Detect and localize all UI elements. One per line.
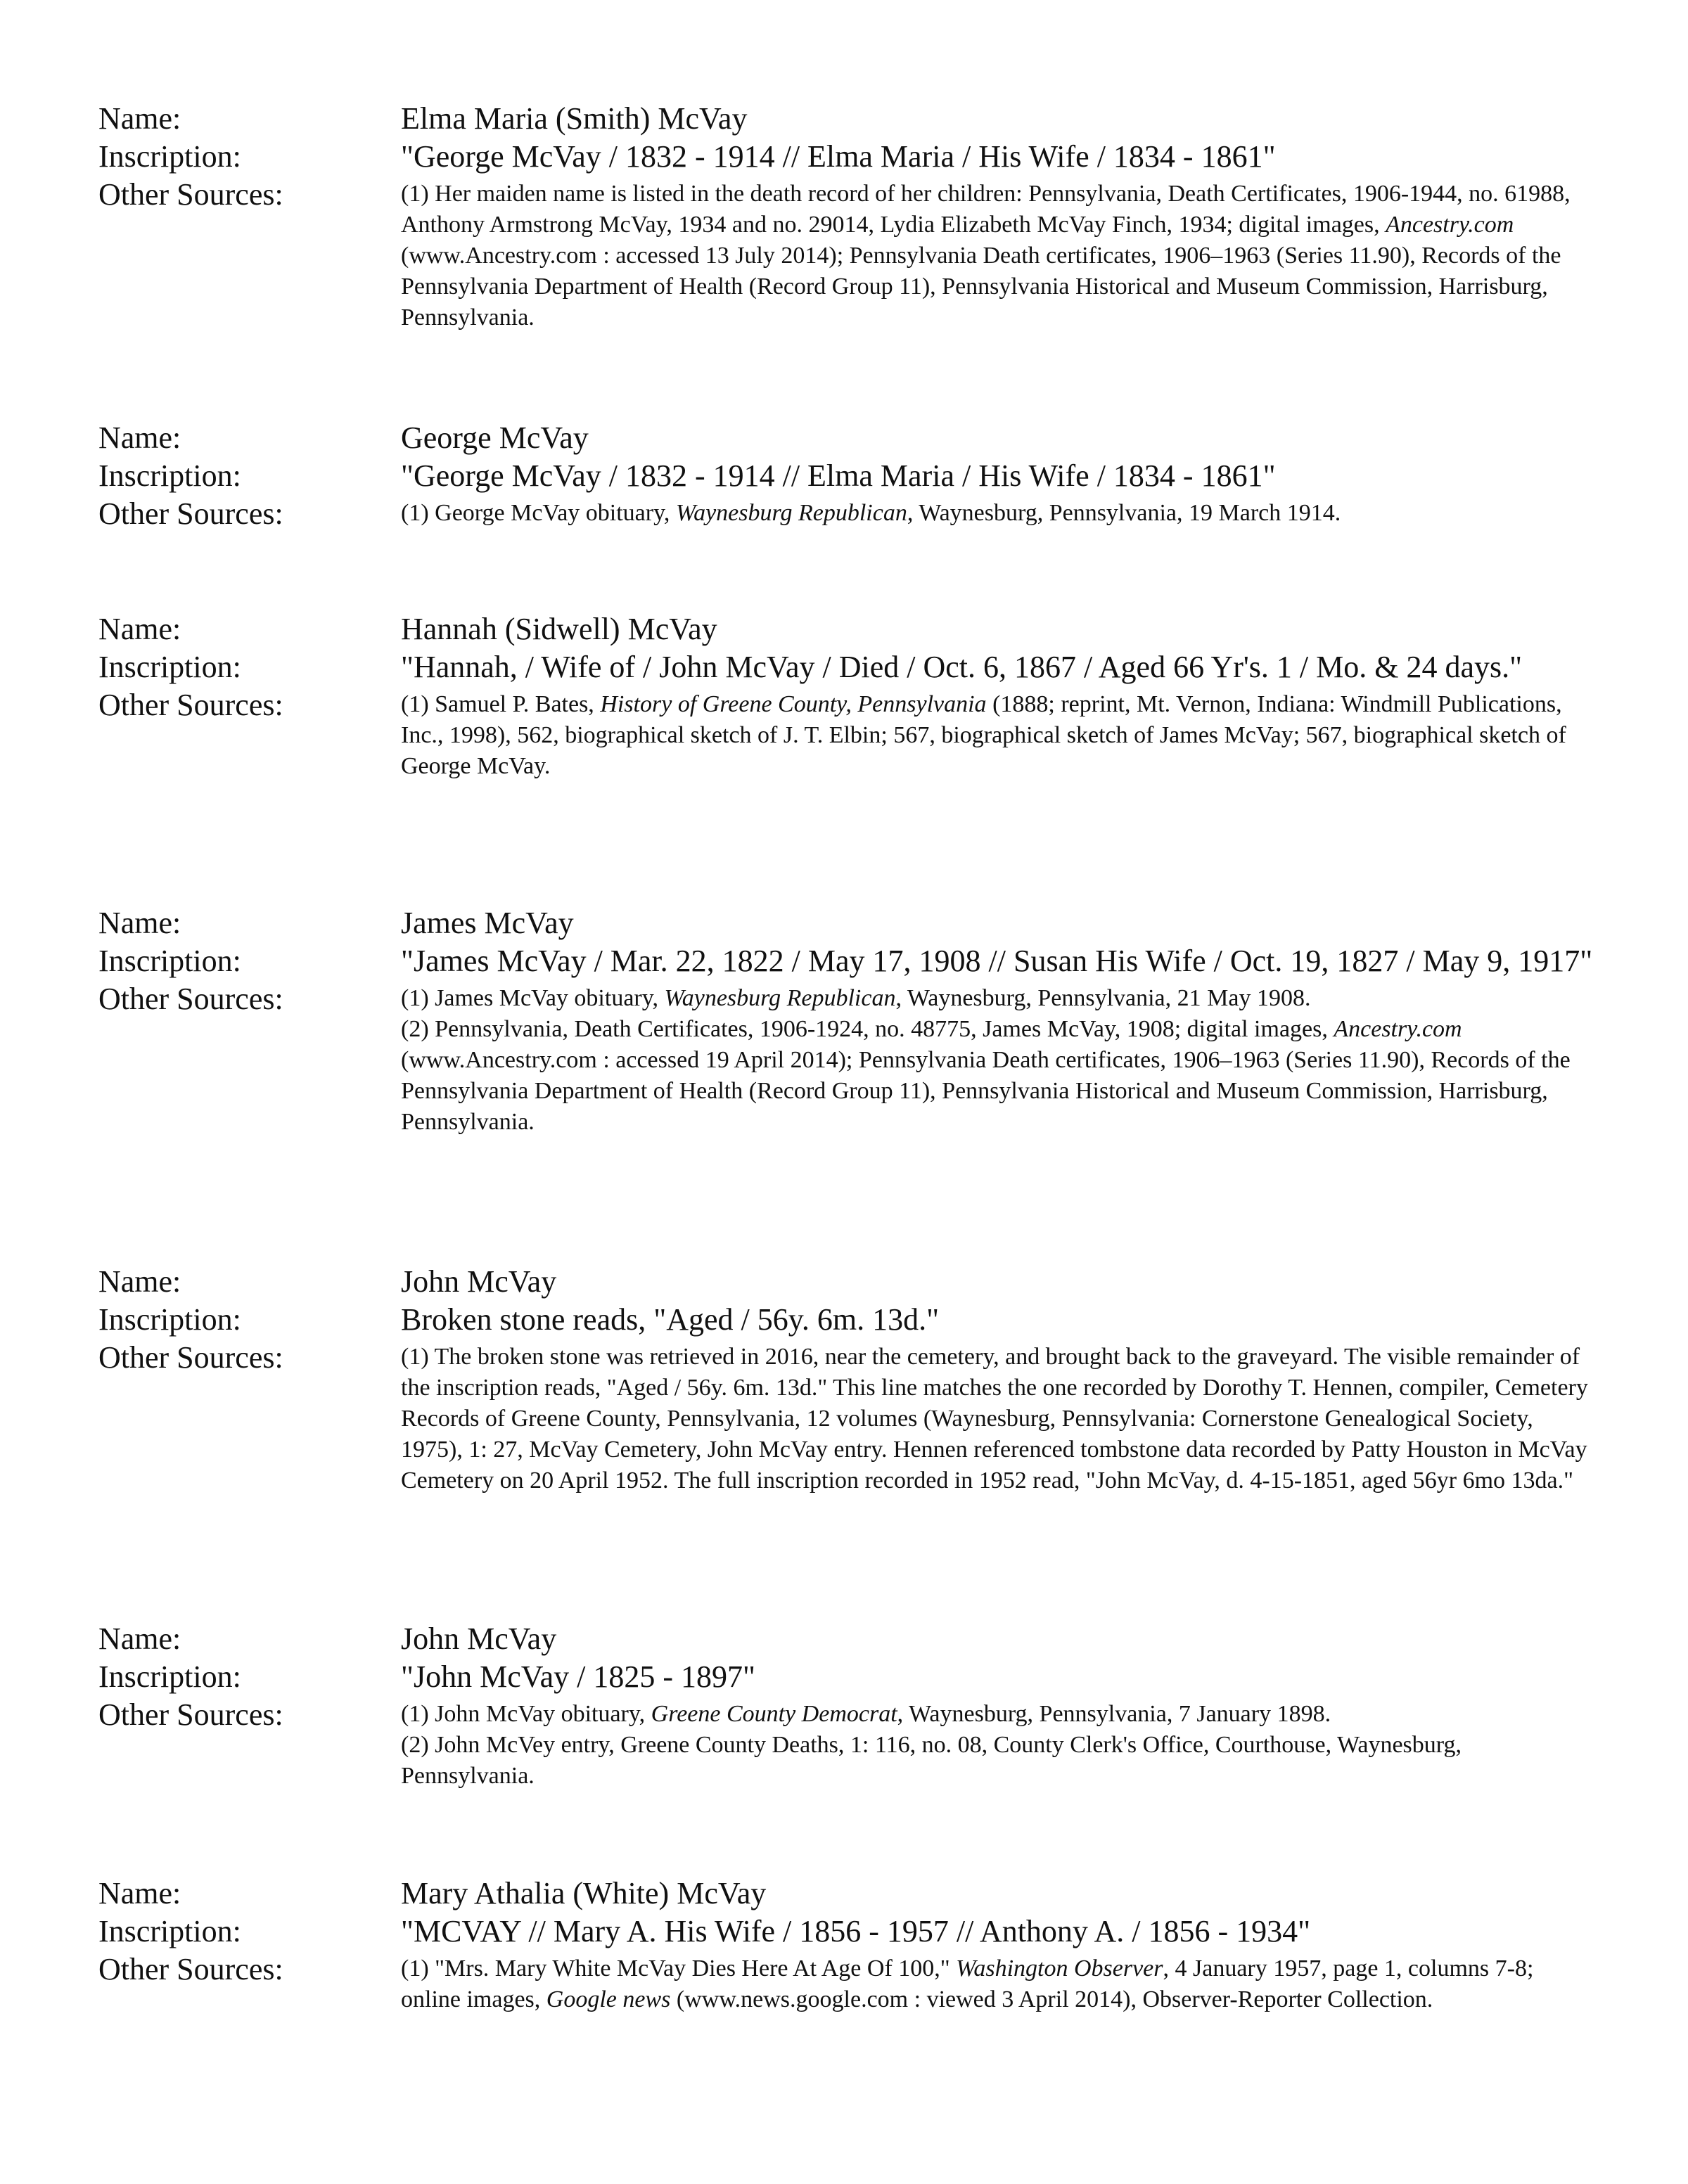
citation-title: Google news — [546, 1986, 671, 2012]
citation-title: Waynesburg Republican — [675, 500, 907, 526]
citation-text: (2) John McVey entry, Greene County Deaths, 1: 116, no. 08, County Clerk's Office, Courthouse, Waynesburg, Pennsylvania. — [401, 1732, 1462, 1789]
inscription-label: Inscription: — [98, 458, 241, 493]
name-label: Name: — [98, 612, 181, 646]
inscription-label: Inscription: — [98, 1302, 241, 1337]
record-entry — [98, 100, 1597, 333]
inscription-label: Inscription: — [98, 139, 241, 174]
citation-text: (1) Samuel P. Bates, — [401, 691, 601, 717]
inscription-text: "Hannah, / Wife of / John McVay / Died / Oct. 6, 1867 / Aged 66 Yr's. 1 / Mo. & 24 days." — [401, 650, 1523, 684]
record-entry — [98, 1620, 1597, 1792]
source-citation — [401, 179, 1597, 333]
other-sources-label: Other Sources: — [98, 688, 283, 722]
citation-title: History of Greene County, Pennsylvania — [600, 691, 987, 717]
name-label: Name: — [98, 1876, 181, 1910]
other-sources-text — [401, 176, 1597, 333]
inscription-text: "John McVay / 1825 - 1897" — [401, 1659, 756, 1694]
record-entry — [98, 1263, 1597, 1496]
citation-title: Waynesburg Republican — [664, 985, 896, 1011]
other-sources-text — [401, 980, 1597, 1138]
person-name: Mary Athalia (White) McVay — [401, 1876, 767, 1910]
other-sources-text — [401, 1696, 1597, 1792]
name-label: Name: — [98, 906, 181, 940]
other-sources-text — [401, 495, 1597, 529]
other-sources-label: Other Sources: — [98, 1340, 283, 1375]
record-entry — [98, 419, 1597, 533]
other-sources-label: Other Sources: — [98, 177, 283, 212]
person-name: John McVay — [401, 1621, 557, 1656]
source-citation — [401, 983, 1597, 1014]
inscription-text: "James McVay / Mar. 22, 1822 / May 17, 1908 // Susan His Wife / Oct. 19, 1827 / May 9, 1917" — [401, 944, 1593, 978]
person-name: Elma Maria (Smith) McVay — [401, 101, 748, 136]
citation-text: (1888; reprint, Mt. Vernon, Indiana: Windmill Publications, Inc., 1998), 562, biographical sketch of J. T. Elbin; 567, biographical sketch of James McVay; 567, biographical sketch of George McVay. — [401, 691, 1566, 779]
source-citation — [401, 1699, 1597, 1730]
inscription-label: Inscription: — [98, 944, 241, 978]
citation-title: Washington Observer — [956, 1955, 1163, 1981]
record-entry — [98, 610, 1597, 782]
inscription-text: "George McVay / 1832 - 1914 // Elma Maria / His Wife / 1834 - 1861" — [401, 458, 1276, 493]
citation-text: (2) Pennsylvania, Death Certificates, 1906-1924, no. 48775, James McVay, 1908; digital images, — [401, 1016, 1334, 1042]
inscription-text: Broken stone reads, "Aged / 56y. 6m. 13d." — [401, 1302, 940, 1337]
other-sources-label: Other Sources: — [98, 1697, 283, 1732]
inscription-text: "MCVAY // Mary A. His Wife / 1856 - 1957 // Anthony A. / 1856 - 1934" — [401, 1914, 1311, 1948]
name-label: Name: — [98, 420, 181, 455]
person-name: George McVay — [401, 420, 589, 455]
citation-text: , Waynesburg, Pennsylvania, 21 May 1908. — [895, 985, 1311, 1011]
name-label: Name: — [98, 1621, 181, 1656]
source-citation — [401, 1014, 1597, 1138]
citation-text: (1) "Mrs. Mary White McVay Dies Here At Age Of 100," — [401, 1955, 957, 1981]
inscription-label: Inscription: — [98, 1659, 241, 1694]
other-sources-text — [401, 1951, 1597, 2015]
record-entry — [98, 1875, 1597, 2015]
citation-text: , Waynesburg, Pennsylvania, 19 March 1914. — [907, 500, 1341, 526]
person-name: James McVay — [401, 906, 574, 940]
citation-title: Greene County Democrat — [651, 1701, 897, 1727]
source-citation — [401, 1342, 1597, 1496]
citation-text: (www.Ancestry.com : accessed 13 July 2014); Pennsylvania Death certificates, 1906–1963 (Series 11.90), Records of the Pennsylvania Department of Health (Record Group 11), Pennsylvania Historical and Museum Commission, Harrisburg, Pennsylvania. — [401, 243, 1561, 330]
other-sources-label: Other Sources: — [98, 982, 283, 1016]
name-label: Name: — [98, 1264, 181, 1299]
source-citation — [401, 1953, 1597, 2015]
record-entry — [98, 904, 1597, 1138]
source-citation — [401, 1730, 1597, 1792]
citation-text: (www.Ancestry.com : accessed 19 April 2014); Pennsylvania Death certificates, 1906–1963 (Series 11.90), Records of the Pennsylvania Department of Health (Record Group 11), Pennsylvania Historical and Museum Commission, Harrisburg, Pennsylvania. — [401, 1047, 1571, 1135]
citation-text: (1) The broken stone was retrieved in 2016, near the cemetery, and brought back to the graveyard. The visible remainder of the inscription reads, "Aged / 56y. 6m. 13d." This line matches the one recorded by Dorothy T. Hennen, compiler, Cemetery Records of Greene County, Pennsylvania, 12 volumes (Waynesburg, Pennsylvania: Cornerstone Genealogical Society, 1975), 1: 27, McVay Cemetery, John McVay entry. Hennen referenced tombstone data recorded by Patty Houston in McVay Cemetery on 20 April 1952. The full inscription recorded in 1952 read, "John McVay, d. 4-15-1851, aged 56yr 6mo 13da." — [401, 1344, 1588, 1494]
name-label: Name: — [98, 101, 181, 136]
inscription-label: Inscription: — [98, 1914, 241, 1948]
source-citation — [401, 689, 1597, 782]
other-sources-text — [401, 1339, 1597, 1496]
other-sources-label: Other Sources: — [98, 1952, 283, 1986]
citation-title: Ancestry.com — [1334, 1016, 1462, 1042]
citation-text: , 4 January 1957, page 1, columns 7-8; online images, — [401, 1955, 1534, 2012]
other-sources-text — [401, 686, 1597, 782]
source-citation — [401, 498, 1597, 529]
citation-title: Ancestry.com — [1386, 212, 1514, 238]
citation-text: (1) Her maiden name is listed in the death record of her children: Pennsylvania, Death Certificates, 1906-1944, no. 61988, Anthony Armstrong McVay, 1934 and no. 29014, Lydia Elizabeth McVay Finch, 1934; digital images, — [401, 181, 1571, 238]
person-name: Hannah (Sidwell) McVay — [401, 612, 717, 646]
person-name: John McVay — [401, 1264, 557, 1299]
inscription-text: "George McVay / 1832 - 1914 // Elma Maria / His Wife / 1834 - 1861" — [401, 139, 1276, 174]
citation-text: (www.news.google.com : viewed 3 April 2014), Observer-Reporter Collection. — [670, 1986, 1433, 2012]
citation-text: (1) George McVay obituary, — [401, 500, 676, 526]
citation-text: (1) John McVay obituary, — [401, 1701, 651, 1727]
inscription-label: Inscription: — [98, 650, 241, 684]
other-sources-label: Other Sources: — [98, 496, 283, 531]
citation-text: (1) James McVay obituary, — [401, 985, 665, 1011]
citation-text: , Waynesburg, Pennsylvania, 7 January 1898. — [897, 1701, 1331, 1727]
